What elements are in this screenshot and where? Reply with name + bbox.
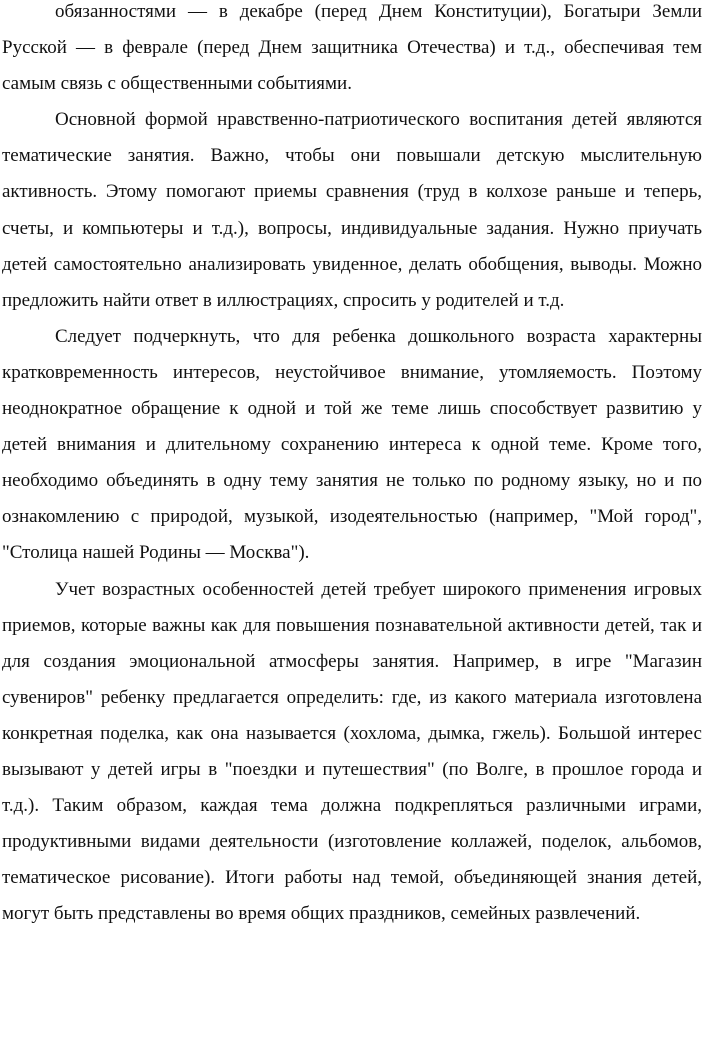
paragraph-3: Следует подчеркнуть, что для ребенка дошкольного возраста характерны кратковременность интересов, неустойчивое внимание, утомляемость. Поэтому неоднократное обращение к одной и той же теме лишь способствует развитию у детей внимания и длительному сохранению интереса к одной теме. Кроме того, необходимо объединять в одну тему занятия не только по родному языку, но и по ознакомлению с природой, музыкой, изодеятельностью (например, "Мой город", "Столица нашей Родины — Москва").	[2, 325, 702, 564]
paragraph-4: Учет возрастных особенностей детей требует широкого применения игровых приемов, которые важны как для повышения познавательной активности детей, так и для создания эмоциональной атмосферы занятия. Например, в игре "Магазин сувениров" ребенку предлагается определить: где, из какого материала изготовлена конкретная поделка, как она называется (хохлома, дымка, гжель). Большой интерес вызывают у детей игры в "поездки и путешествия" (по Волге, в прошлое города и т.д.). Таким образом, каждая тема должна подкрепляться различными играми, продуктивными видами деятельности (изготовление коллажей, поделок, альбомов, тематическое рисование). Итоги работы над темой, объединяющей знания детей, могут быть представлены во время общих праздников, семейных развлечений.	[2, 578, 702, 925]
paragraph-1: обязанностями — в декабре (перед Днем Конституции), Богатыри Земли Русской — в феврале (перед Днем защитника Отечества) и т.д., обеспечивая тем самым связь с общественными событиями.	[2, 1, 702, 95]
paragraph-2: Основной формой нравственно-патриотического воспитания детей являются тематические занятия. Важно, чтобы они повышали детскую мыслительную активность. Этому помогают приемы сравнения (труд в колхозе раньше и теперь, счеты, и компьютеры и т.д.), вопросы, индивидуальные задания. Нужно приучать детей самостоятельно анализировать увиденное, делать обобщения, выводы. Можно предложить найти ответ в иллюстрациях, спросить у родителей и т.д.	[2, 109, 702, 311]
